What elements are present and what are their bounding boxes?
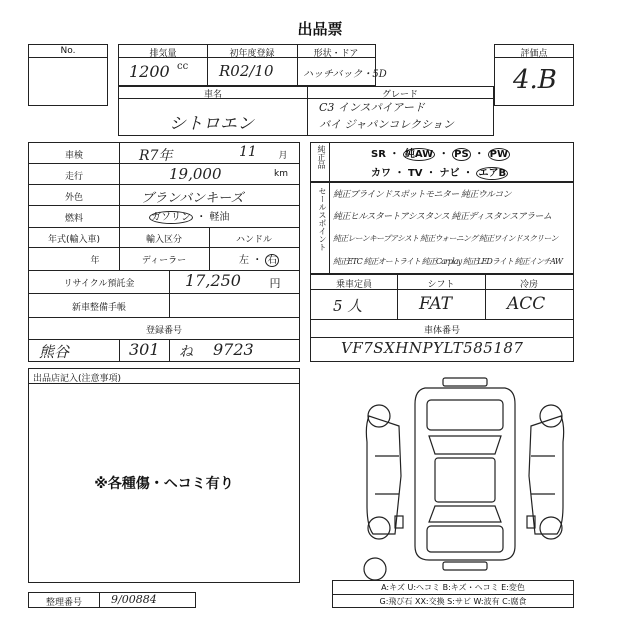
sheet-title: 出品票 [297,20,343,38]
registration-number-label: 登録番号 [145,326,182,336]
grade-label: グレード [381,90,418,100]
handle-options [239,251,279,267]
handle-left: 左 [239,255,249,266]
grade-line-1: C3 インスパイアード [319,101,425,114]
selling-point-3: 純正レーンキープアシスト 純正ウォーニング 純正ワインドスクリーン [333,234,558,243]
selling-point-1: 純正ブラインドスポットモニター 純正ウルコン [333,190,512,200]
color-label: 外色 [64,193,83,203]
recycle-label: リサイクル預託金 [63,279,135,289]
handle-right-circled: 右 [267,255,278,266]
legend-line-1: A:キズ U:ヘコミ B:キズ・ヘコミ E:変色 [381,583,525,592]
fuel-separator: ・ [196,212,207,223]
equipment-label: 純正品 [317,145,326,169]
chassis-value: VF7SXHNPYLT585187 [341,339,524,357]
equip-leather: カワ [371,168,391,179]
registration-number: 9723 [213,340,254,359]
legend-box [332,580,574,608]
mileage-unit: km [274,169,288,179]
shape-door-label: 形状・ドア [313,49,359,59]
shift-label: シフト [427,280,455,290]
specs-box [310,274,574,362]
equip-tv: TV [407,168,423,179]
equip-airbag-circled: エアB [478,168,507,179]
displacement-label: 排気量 [149,49,177,59]
score-box [494,44,574,106]
car-outline-icon [366,378,563,570]
registration-kana: ね [179,344,193,360]
spare-tire-icon [362,556,388,582]
legend-line-2: G:飛び石 XX:交換 S:サビ W:波有 C:腐食 [379,597,527,606]
selling-points-label: セールスポイント [318,187,327,251]
shift-value: FAT [419,294,453,314]
ticket-label: 整理番号 [45,598,82,608]
ac-value: ACC [507,294,546,314]
ticket-box [28,592,196,608]
displacement-value: 1200 [129,62,170,81]
import-category-value: ディーラー [141,256,187,266]
color-value: ブランバンキーズ [141,191,244,206]
equipment-box [310,142,574,182]
equip-pw-circled: PW [489,149,509,160]
score-label: 評価点 [520,49,548,59]
car-name-label: 車名 [203,90,222,100]
displacement-unit: cc [177,61,189,72]
header-main-box [118,44,387,86]
car-damage-diagram [355,376,575,571]
inspection-month-unit: 月 [278,151,288,161]
ticket-value: 9/00884 [111,593,157,606]
capacity-label: 乗車定員 [335,280,372,290]
fuel-options [149,208,229,224]
shape-door-value: ハッチバック・5D [303,69,387,80]
selling-point-4: 純正ETC 純正オートライト 純正Carplay 純正LEDライト 純正インチAW [333,257,563,266]
fuel-light-oil: 軽油 [209,212,230,223]
mileage-label: 走行 [64,172,83,182]
mileage-value: 19,000 [169,165,222,183]
grade-line-2: バイ ジャパンコレクション [319,118,454,131]
equipment-row-1: SR ・ 純AW ・ PS ・ PW [371,149,509,160]
first-registration-label: 初年度登録 [229,49,275,59]
chassis-label: 車体番号 [423,326,460,336]
model-box [118,86,494,136]
import-category-label: 輸入区分 [145,235,182,245]
year-unit: 年 [90,256,100,266]
equip-sr: SR [371,149,386,160]
capacity-value: 5 人 [333,297,363,315]
car-name-value: シトロエン [169,114,254,134]
header-no-box [28,44,108,106]
fuel-gasoline-circled: ガソリン [151,212,191,223]
equip-navi: ナビ [439,168,460,179]
ac-label: 冷房 [519,280,538,290]
recycle-value: 17,250 [185,271,241,290]
inspection-month: 11 [239,144,257,160]
detail-table [28,142,300,362]
equipment-row-2: カワ ・ TV ・ ナビ ・ エアB [371,168,507,179]
handle-separator: ・ [252,255,263,266]
notes-label: 出品店記入(注意事項) [33,374,122,384]
registration-class: 301 [129,340,160,359]
inspection-label: 車検 [64,151,83,161]
first-registration-value: R02/10 [219,62,274,80]
inspection-year: R7年 [139,148,173,164]
registration-area: 熊谷 [39,343,70,361]
fuel-label: 燃料 [64,214,83,224]
handle-label: ハンドル [235,235,272,245]
recycle-unit: 円 [269,277,281,290]
equip-aw-circled: 純AW [404,149,434,160]
score-value: 4.B [513,65,557,95]
new-car-warranty-label: 新車整備手帳 [71,303,126,313]
equip-ps-circled: PS [454,149,469,160]
notes-text: ※各種傷・ヘコミ有り [94,476,234,492]
no-label: No. [60,46,76,56]
notes-box [28,368,300,583]
selling-point-2: 純正ヒルスタートアシスタンス 純正ディスタンスアラーム [333,212,552,222]
selling-points-box [310,182,574,274]
year-import-label: 年式(輸入車) [47,235,101,245]
